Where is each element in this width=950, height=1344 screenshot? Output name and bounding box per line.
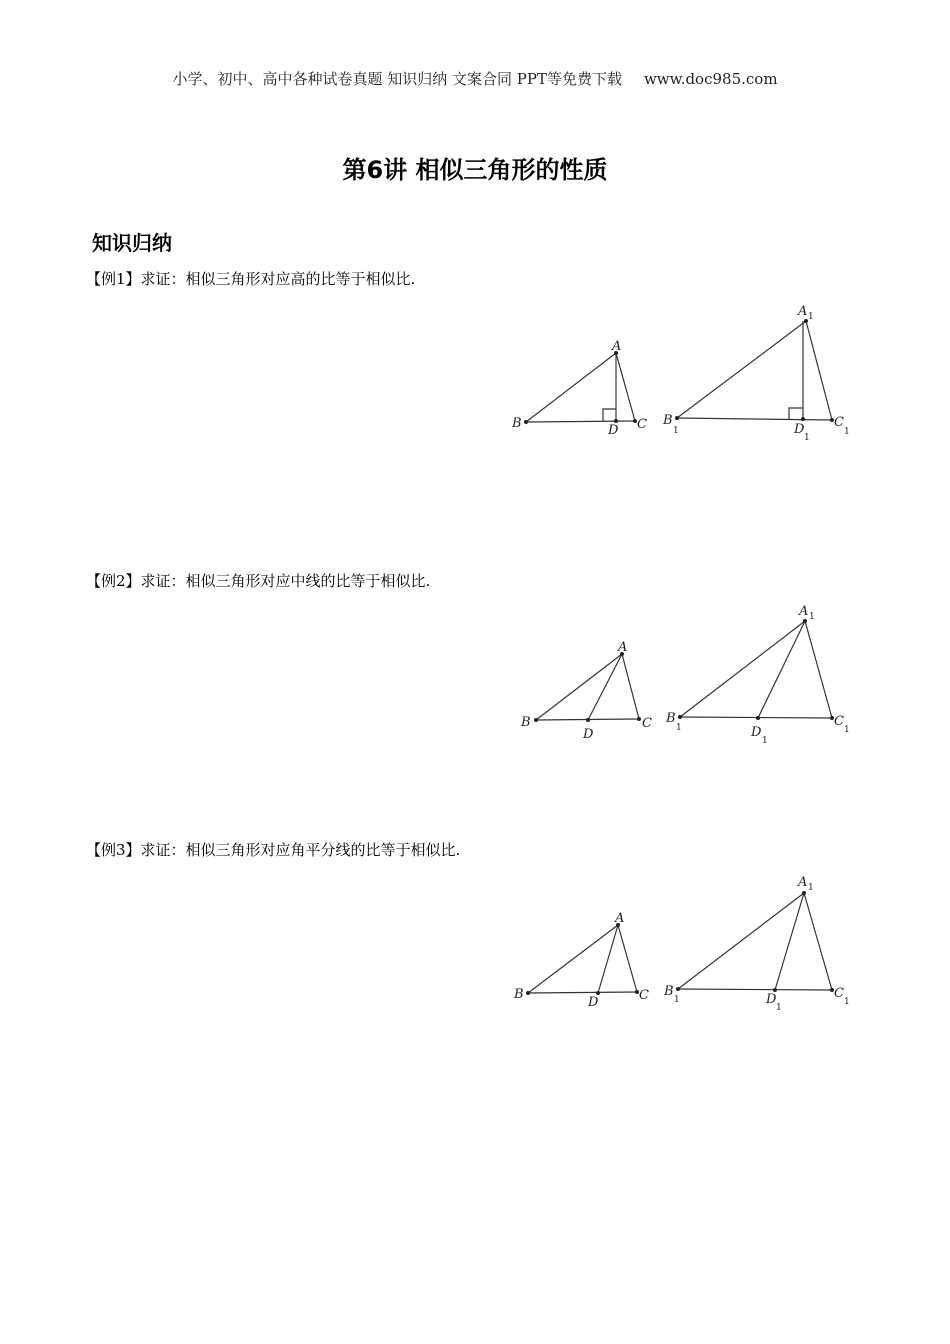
label-D1: D xyxy=(794,422,805,437)
label-A: A xyxy=(618,640,628,655)
header-site: www.doc985.com xyxy=(643,70,778,88)
label-A: A xyxy=(615,911,625,926)
label-A1-sub: 1 xyxy=(809,612,815,622)
label-C1-sub: 1 xyxy=(844,427,850,437)
triangle-abc-bisector xyxy=(513,911,649,1010)
example-1-tag: 【例1】 xyxy=(86,270,141,288)
header-text: 小学、初中、高中各种试卷真题 知识归纳 文案合同 PPT等免费下载 xyxy=(172,70,622,88)
label-A1-sub: 1 xyxy=(808,883,814,893)
label-D1-sub: 1 xyxy=(762,736,768,746)
section-title: 知识归纳 xyxy=(92,231,172,255)
label-C1-sub: 1 xyxy=(844,997,850,1007)
label-A1: A xyxy=(799,604,809,619)
label-C: C xyxy=(639,988,649,1003)
triangle-a1b1c1-median xyxy=(665,604,850,746)
label-C: C xyxy=(642,716,652,731)
example-3-text: 求证：相似三角形对应角平分线的比等于相似比. xyxy=(140,841,461,859)
label-A1: A xyxy=(798,304,808,319)
label-B1: B xyxy=(664,984,674,999)
label-A1: A xyxy=(798,875,808,890)
label-B1-sub: 1 xyxy=(674,995,680,1005)
label-B: B xyxy=(512,416,522,431)
example-2-tag: 【例2】 xyxy=(86,572,141,590)
page-title: 第6讲 相似三角形的性质 xyxy=(342,156,608,184)
label-D1-sub: 1 xyxy=(804,433,810,443)
label-A: A xyxy=(612,339,622,354)
label-D1: D xyxy=(751,725,762,740)
label-A1-sub: 1 xyxy=(808,312,814,322)
example-2-text: 求证：相似三角形对应中线的比等于相似比. xyxy=(140,572,431,590)
triangle-a1b1c1-bisector xyxy=(663,875,850,1013)
label-C1: C xyxy=(834,986,844,1001)
label-D1: D xyxy=(766,992,777,1007)
label-D1-sub: 1 xyxy=(776,1003,782,1013)
label-B1-sub: 1 xyxy=(673,426,679,436)
example-1-text: 求证：相似三角形对应高的比等于相似比. xyxy=(140,270,416,288)
label-C1: C xyxy=(834,714,844,729)
label-B1: B xyxy=(666,711,676,726)
triangle-abc-altitude xyxy=(511,339,647,438)
label-D: D xyxy=(588,995,599,1010)
label-B: B xyxy=(514,987,524,1002)
label-C1: C xyxy=(834,415,844,430)
label-D: D xyxy=(583,727,594,742)
label-D: D xyxy=(608,423,619,438)
triangle-abc-median xyxy=(520,640,652,742)
label-C: C xyxy=(637,417,647,432)
example-3-tag: 【例3】 xyxy=(86,841,141,859)
label-C1-sub: 1 xyxy=(844,725,850,735)
label-B1: B xyxy=(663,413,673,428)
label-B1-sub: 1 xyxy=(676,723,682,733)
label-B: B xyxy=(521,715,531,730)
triangle-a1b1c1-altitude xyxy=(662,304,850,443)
